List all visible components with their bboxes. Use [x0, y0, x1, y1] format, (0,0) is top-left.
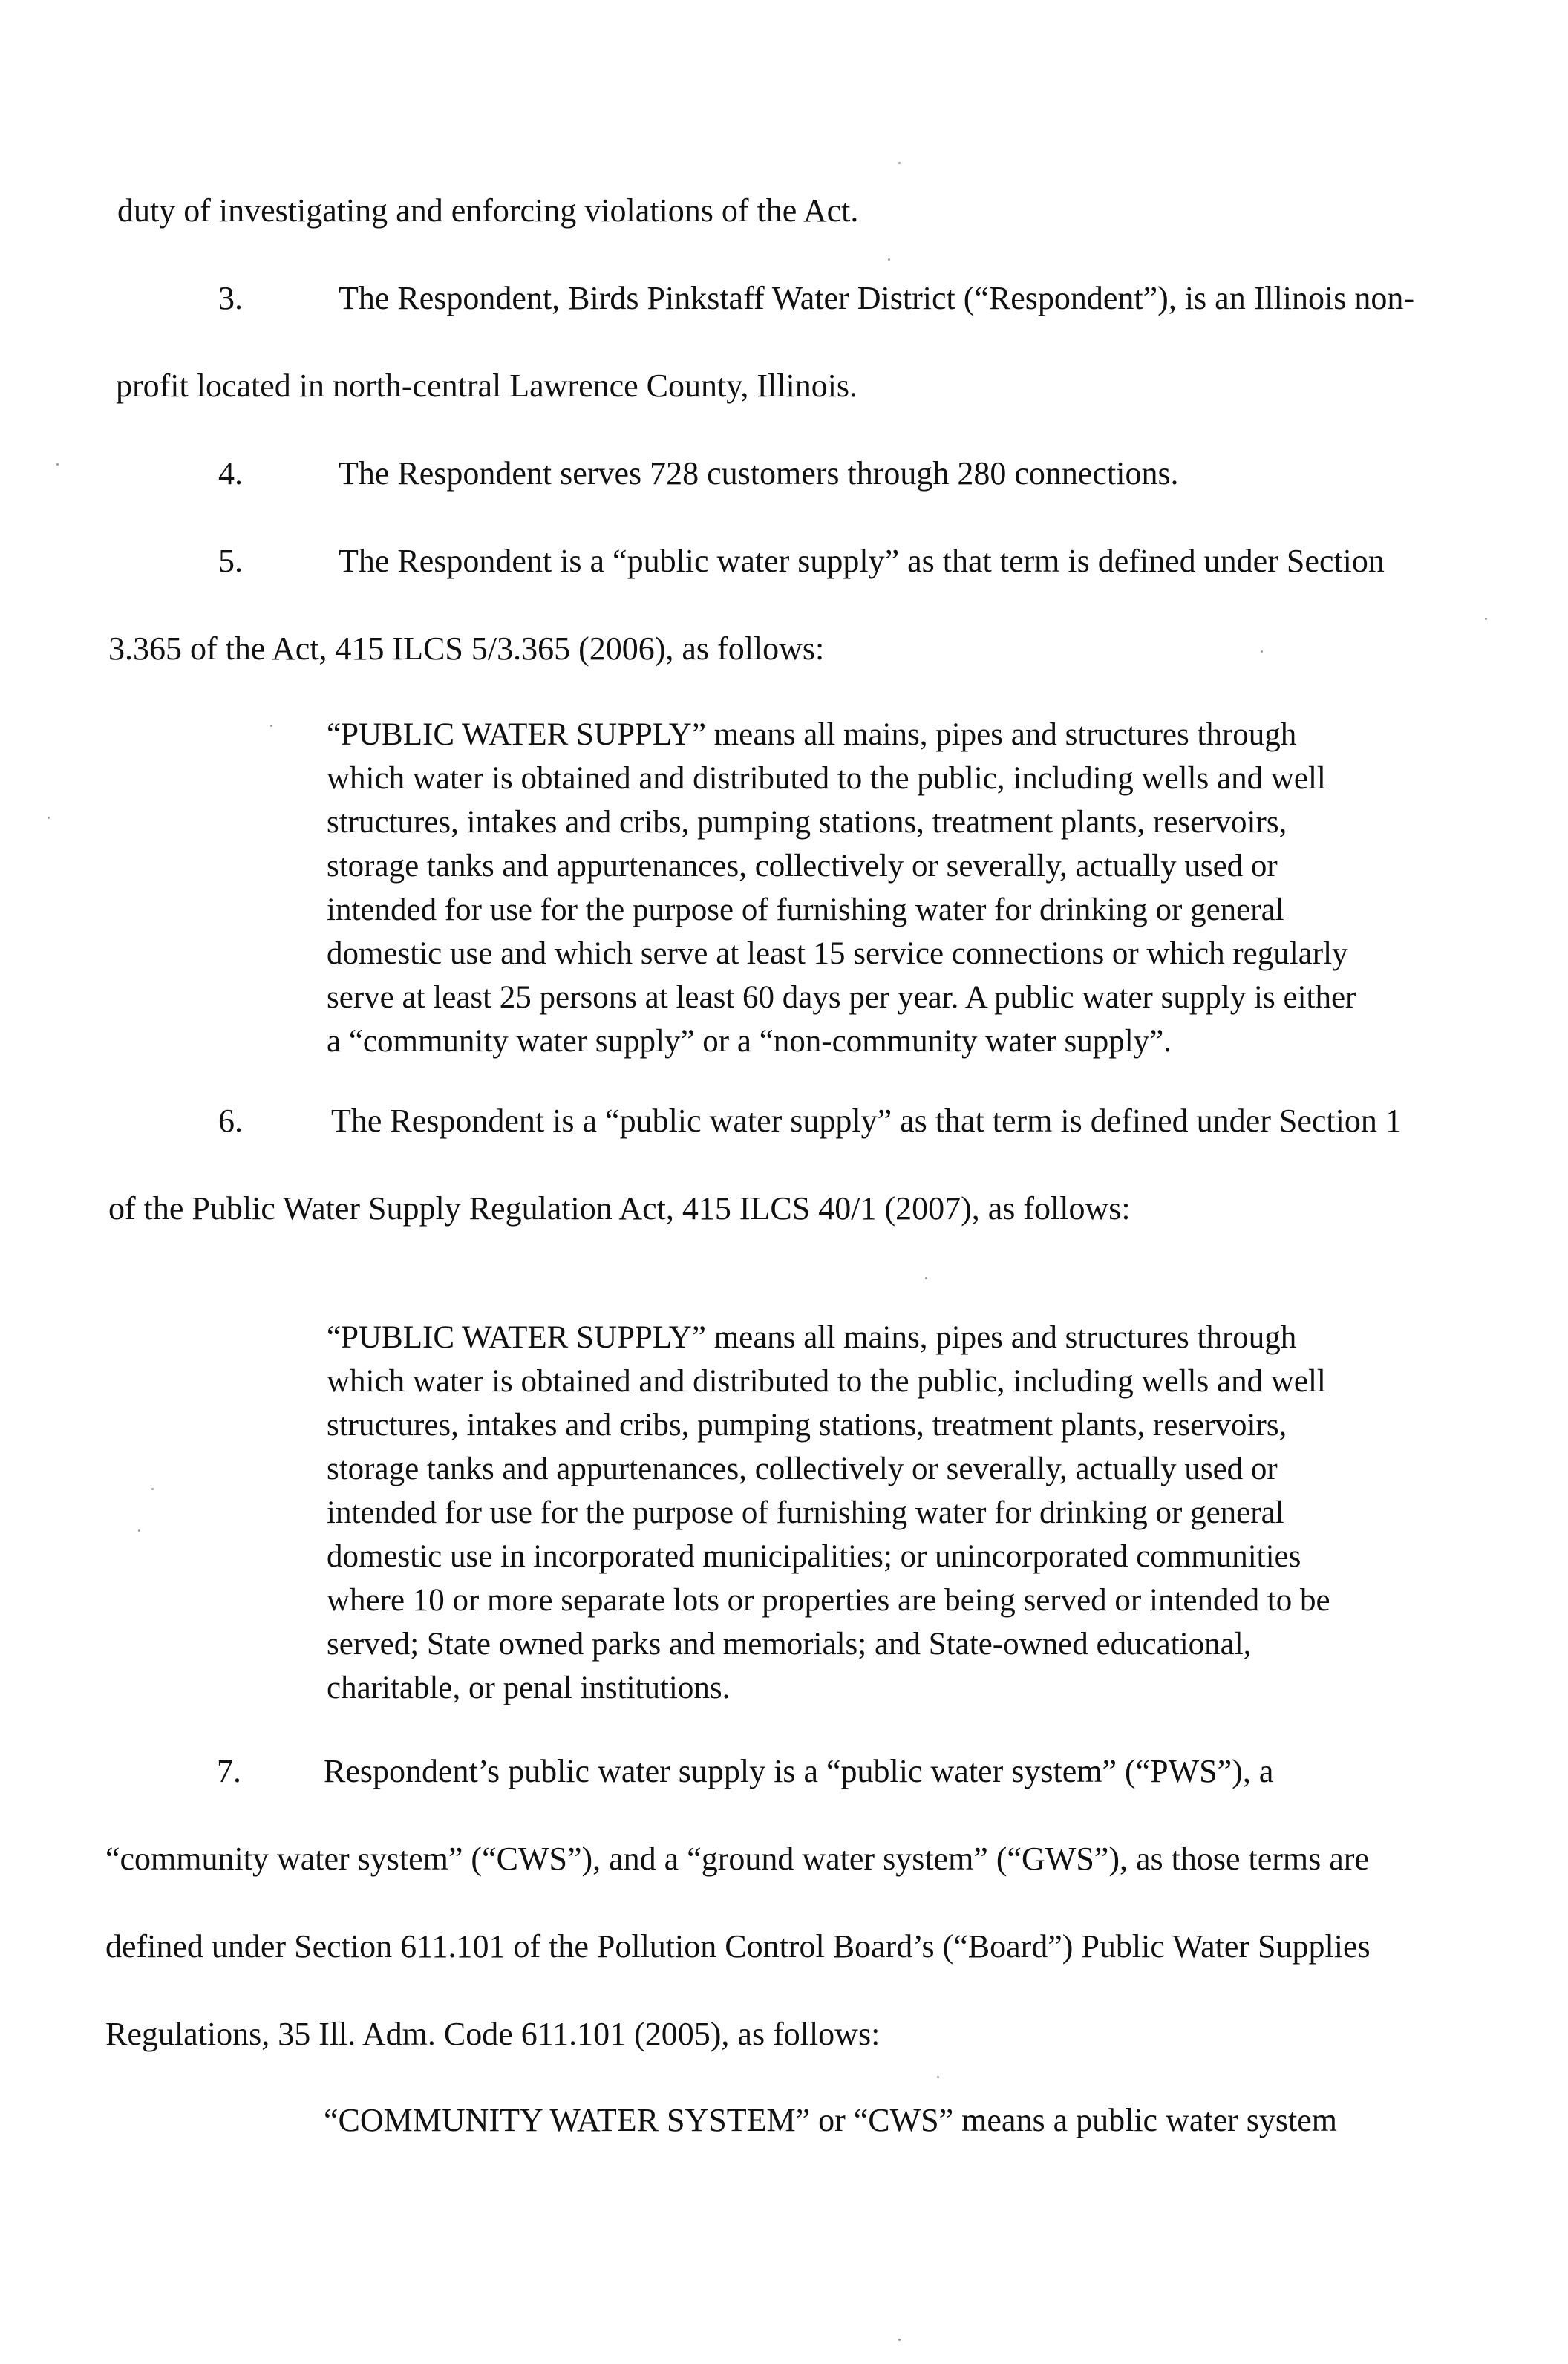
paragraph-7-line-3: defined under Section 611.101 of the Pollution Control Board’s (“Board”) Public Water Supplies	[105, 1928, 1371, 1965]
quote-1-line: a “community water supply” or a “non-community water supply”.	[327, 1024, 1172, 1059]
paragraph-7-line-1: Respondent’s public water supply is a “public water system” (“PWS”), a	[324, 1753, 1274, 1789]
scan-speck	[1261, 650, 1263, 653]
paragraph-7-line-4: Regulations, 35 Ill. Adm. Code 611.101 (2005), as follows:	[105, 2016, 881, 2052]
scan-speck	[898, 162, 901, 164]
paragraph-number-3: 3.	[218, 280, 243, 316]
body-line-continuation: duty of investigating and enforcing violations of the Act.	[117, 192, 859, 229]
quote-2-line: which water is obtained and distributed to the public, including wells and well	[327, 1364, 1326, 1399]
block-quote-public-water-supply-act	[327, 713, 1529, 1063]
paragraph-6-line-1: The Respondent is a “public water supply” as that term is defined under Section 1	[331, 1103, 1402, 1139]
paragraph-number-4: 4.	[218, 455, 243, 492]
quote-2-line: where 10 or more separate lots or properties are being served or intended to be	[327, 1583, 1330, 1618]
scan-speck	[48, 817, 50, 819]
quote-1-line: which water is obtained and distributed to the public, including wells and well	[327, 761, 1326, 796]
paragraph-5-line-1: The Respondent is a “public water supply” as that term is defined under Section	[339, 543, 1385, 579]
quote-1-line: serve at least 25 persons at least 60 days per year. A public water supply is either	[327, 980, 1356, 1015]
paragraph-4-line-1: The Respondent serves 728 customers through 280 connections.	[339, 455, 1179, 492]
quote-2-line: domestic use in incorporated municipalities; or unincorporated communities	[327, 1539, 1301, 1574]
block-quote-public-water-supply-regulation-act	[327, 1316, 1529, 1710]
quote-2-line: structures, intakes and cribs, pumping stations, treatment plants, reservoirs,	[327, 1408, 1287, 1443]
quote-2-line: storage tanks and appurtenances, collectively or severally, actually used or	[327, 1452, 1278, 1486]
scan-speck	[888, 258, 890, 261]
scan-speck	[270, 725, 272, 727]
block-quote-community-water-system: “COMMUNITY WATER SYSTEM” or “CWS” means a public water system	[324, 2102, 1338, 2138]
quote-2-line: charitable, or penal institutions.	[327, 1671, 731, 1705]
paragraph-7-line-2: “community water system” (“CWS”), and a “ground water system” (“GWS”), as those terms are	[105, 1841, 1369, 1877]
scan-speck	[937, 2076, 939, 2078]
quote-1-line: “PUBLIC WATER SUPPLY” means all mains, pipes and structures through	[327, 717, 1297, 752]
scan-speck	[56, 463, 59, 466]
quote-2-line: served; State owned parks and memorials; and State-owned educational,	[327, 1627, 1252, 1662]
quote-1-line: storage tanks and appurtenances, collectively or severally, actually used or	[327, 849, 1278, 884]
paragraph-6-line-2: of the Public Water Supply Regulation Act, 415 ILCS 40/1 (2007), as follows:	[108, 1190, 1131, 1227]
paragraph-5-line-2: 3.365 of the Act, 415 ILCS 5/3.365 (2006), as follows:	[108, 630, 825, 667]
quote-2-line: “PUBLIC WATER SUPPLY” means all mains, pipes and structures through	[327, 1320, 1297, 1355]
scan-speck	[151, 1488, 154, 1490]
scan-speck	[898, 2339, 901, 2341]
paragraph-number-6: 6.	[218, 1103, 243, 1139]
quote-1-line: structures, intakes and cribs, pumping stations, treatment plants, reservoirs,	[327, 805, 1287, 840]
quote-2-line: intended for use for the purpose of furnishing water for drinking or general	[327, 1495, 1284, 1530]
scan-speck	[1485, 618, 1487, 620]
scan-speck	[138, 1529, 140, 1532]
paragraph-number-5: 5.	[218, 543, 243, 579]
paragraph-number-7: 7.	[217, 1753, 241, 1789]
paragraph-3-line-2: profit located in north-central Lawrence County, Illinois.	[116, 368, 858, 404]
quote-1-line: domestic use and which serve at least 15 service connections or which regularly	[327, 936, 1348, 971]
paragraph-3-line-1: The Respondent, Birds Pinkstaff Water District (“Respondent”), is an Illinois non-	[339, 280, 1415, 316]
quote-1-line: intended for use for the purpose of furnishing water for drinking or general	[327, 892, 1284, 927]
scan-speck	[925, 1277, 927, 1279]
